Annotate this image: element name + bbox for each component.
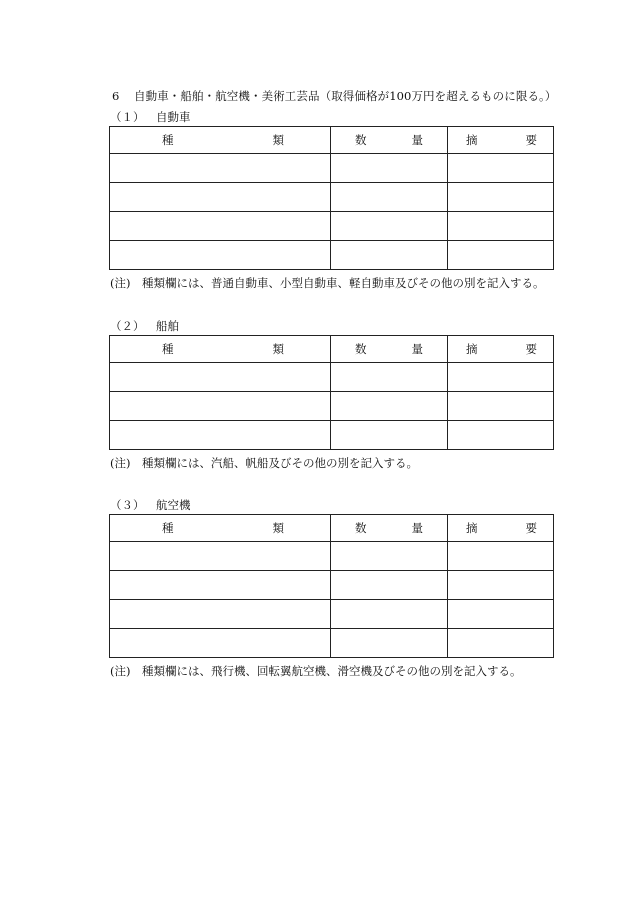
quantity-cell[interactable]	[331, 241, 448, 270]
header-quantity: 数 量	[331, 336, 448, 363]
header-kind: 種 類	[110, 336, 331, 363]
remarks-cell[interactable]	[448, 600, 554, 629]
kind-cell[interactable]	[110, 241, 331, 270]
remarks-cell[interactable]	[448, 154, 554, 183]
aircraft-table	[109, 514, 554, 658]
note-marker: (注)	[110, 276, 131, 290]
subsection-title-ship	[110, 318, 179, 334]
remarks-cell[interactable]	[448, 183, 554, 212]
kind-cell[interactable]	[110, 542, 331, 571]
section-heading	[112, 88, 557, 104]
subsection-label: 自動車	[156, 110, 191, 124]
remarks-cell[interactable]	[448, 629, 554, 658]
ship-note	[110, 455, 418, 471]
subsection-title-automobile	[110, 109, 191, 125]
table-row	[110, 629, 554, 658]
header-kind: 種 類	[110, 127, 331, 154]
remarks-cell[interactable]	[448, 212, 554, 241]
kind-cell[interactable]	[110, 183, 331, 212]
subsection-marker: （３）	[110, 498, 145, 512]
table-row	[110, 421, 554, 450]
table-header-row	[110, 127, 554, 154]
table-header-row	[110, 336, 554, 363]
table-header-row	[110, 515, 554, 542]
note-text: 種類欄には、普通自動車、小型自動車、軽自動車及びその他の別を記入する。	[142, 276, 545, 290]
table-row	[110, 154, 554, 183]
table-row	[110, 183, 554, 212]
kind-cell[interactable]	[110, 600, 331, 629]
note-text: 種類欄には、汽船、帆船及びその他の別を記入する。	[142, 456, 418, 470]
quantity-cell[interactable]	[331, 542, 448, 571]
quantity-cell[interactable]	[331, 629, 448, 658]
section-number: 6	[112, 89, 120, 103]
note-text: 種類欄には、飛行機、回転翼航空機、滑空機及びその他の別を記入する。	[142, 664, 522, 678]
automobile-note	[110, 275, 545, 291]
section-title: 自動車・船舶・航空機・美術工芸品（取得価格が100万円を超えるものに限る。）	[134, 89, 557, 103]
kind-cell[interactable]	[110, 392, 331, 421]
kind-cell[interactable]	[110, 629, 331, 658]
header-quantity: 数 量	[331, 515, 448, 542]
remarks-cell[interactable]	[448, 241, 554, 270]
header-kind: 種 類	[110, 515, 331, 542]
subsection-label: 航空機	[156, 498, 191, 512]
header-remarks: 摘 要	[448, 336, 554, 363]
header-remarks: 摘 要	[448, 127, 554, 154]
quantity-cell[interactable]	[331, 154, 448, 183]
header-remarks: 摘 要	[448, 515, 554, 542]
remarks-cell[interactable]	[448, 392, 554, 421]
kind-cell[interactable]	[110, 571, 331, 600]
kind-cell[interactable]	[110, 212, 331, 241]
quantity-cell[interactable]	[331, 183, 448, 212]
kind-cell[interactable]	[110, 363, 331, 392]
table-row	[110, 392, 554, 421]
table-row	[110, 571, 554, 600]
remarks-cell[interactable]	[448, 571, 554, 600]
subsection-label: 船舶	[156, 319, 179, 333]
quantity-cell[interactable]	[331, 392, 448, 421]
subsection-marker: （２）	[110, 319, 145, 333]
table-row	[110, 542, 554, 571]
subsection-marker: （１）	[110, 110, 145, 124]
kind-cell[interactable]	[110, 421, 331, 450]
quantity-cell[interactable]	[331, 363, 448, 392]
quantity-cell[interactable]	[331, 421, 448, 450]
automobile-table	[109, 126, 554, 270]
subsection-title-aircraft	[110, 497, 191, 513]
remarks-cell[interactable]	[448, 363, 554, 392]
quantity-cell[interactable]	[331, 571, 448, 600]
table-row	[110, 212, 554, 241]
aircraft-note	[110, 663, 522, 679]
remarks-cell[interactable]	[448, 542, 554, 571]
note-marker: (注)	[110, 664, 131, 678]
header-quantity: 数 量	[331, 127, 448, 154]
remarks-cell[interactable]	[448, 421, 554, 450]
note-marker: (注)	[110, 456, 131, 470]
quantity-cell[interactable]	[331, 600, 448, 629]
table-row	[110, 241, 554, 270]
table-row	[110, 363, 554, 392]
kind-cell[interactable]	[110, 154, 331, 183]
quantity-cell[interactable]	[331, 212, 448, 241]
table-row	[110, 600, 554, 629]
ship-table	[109, 335, 554, 450]
